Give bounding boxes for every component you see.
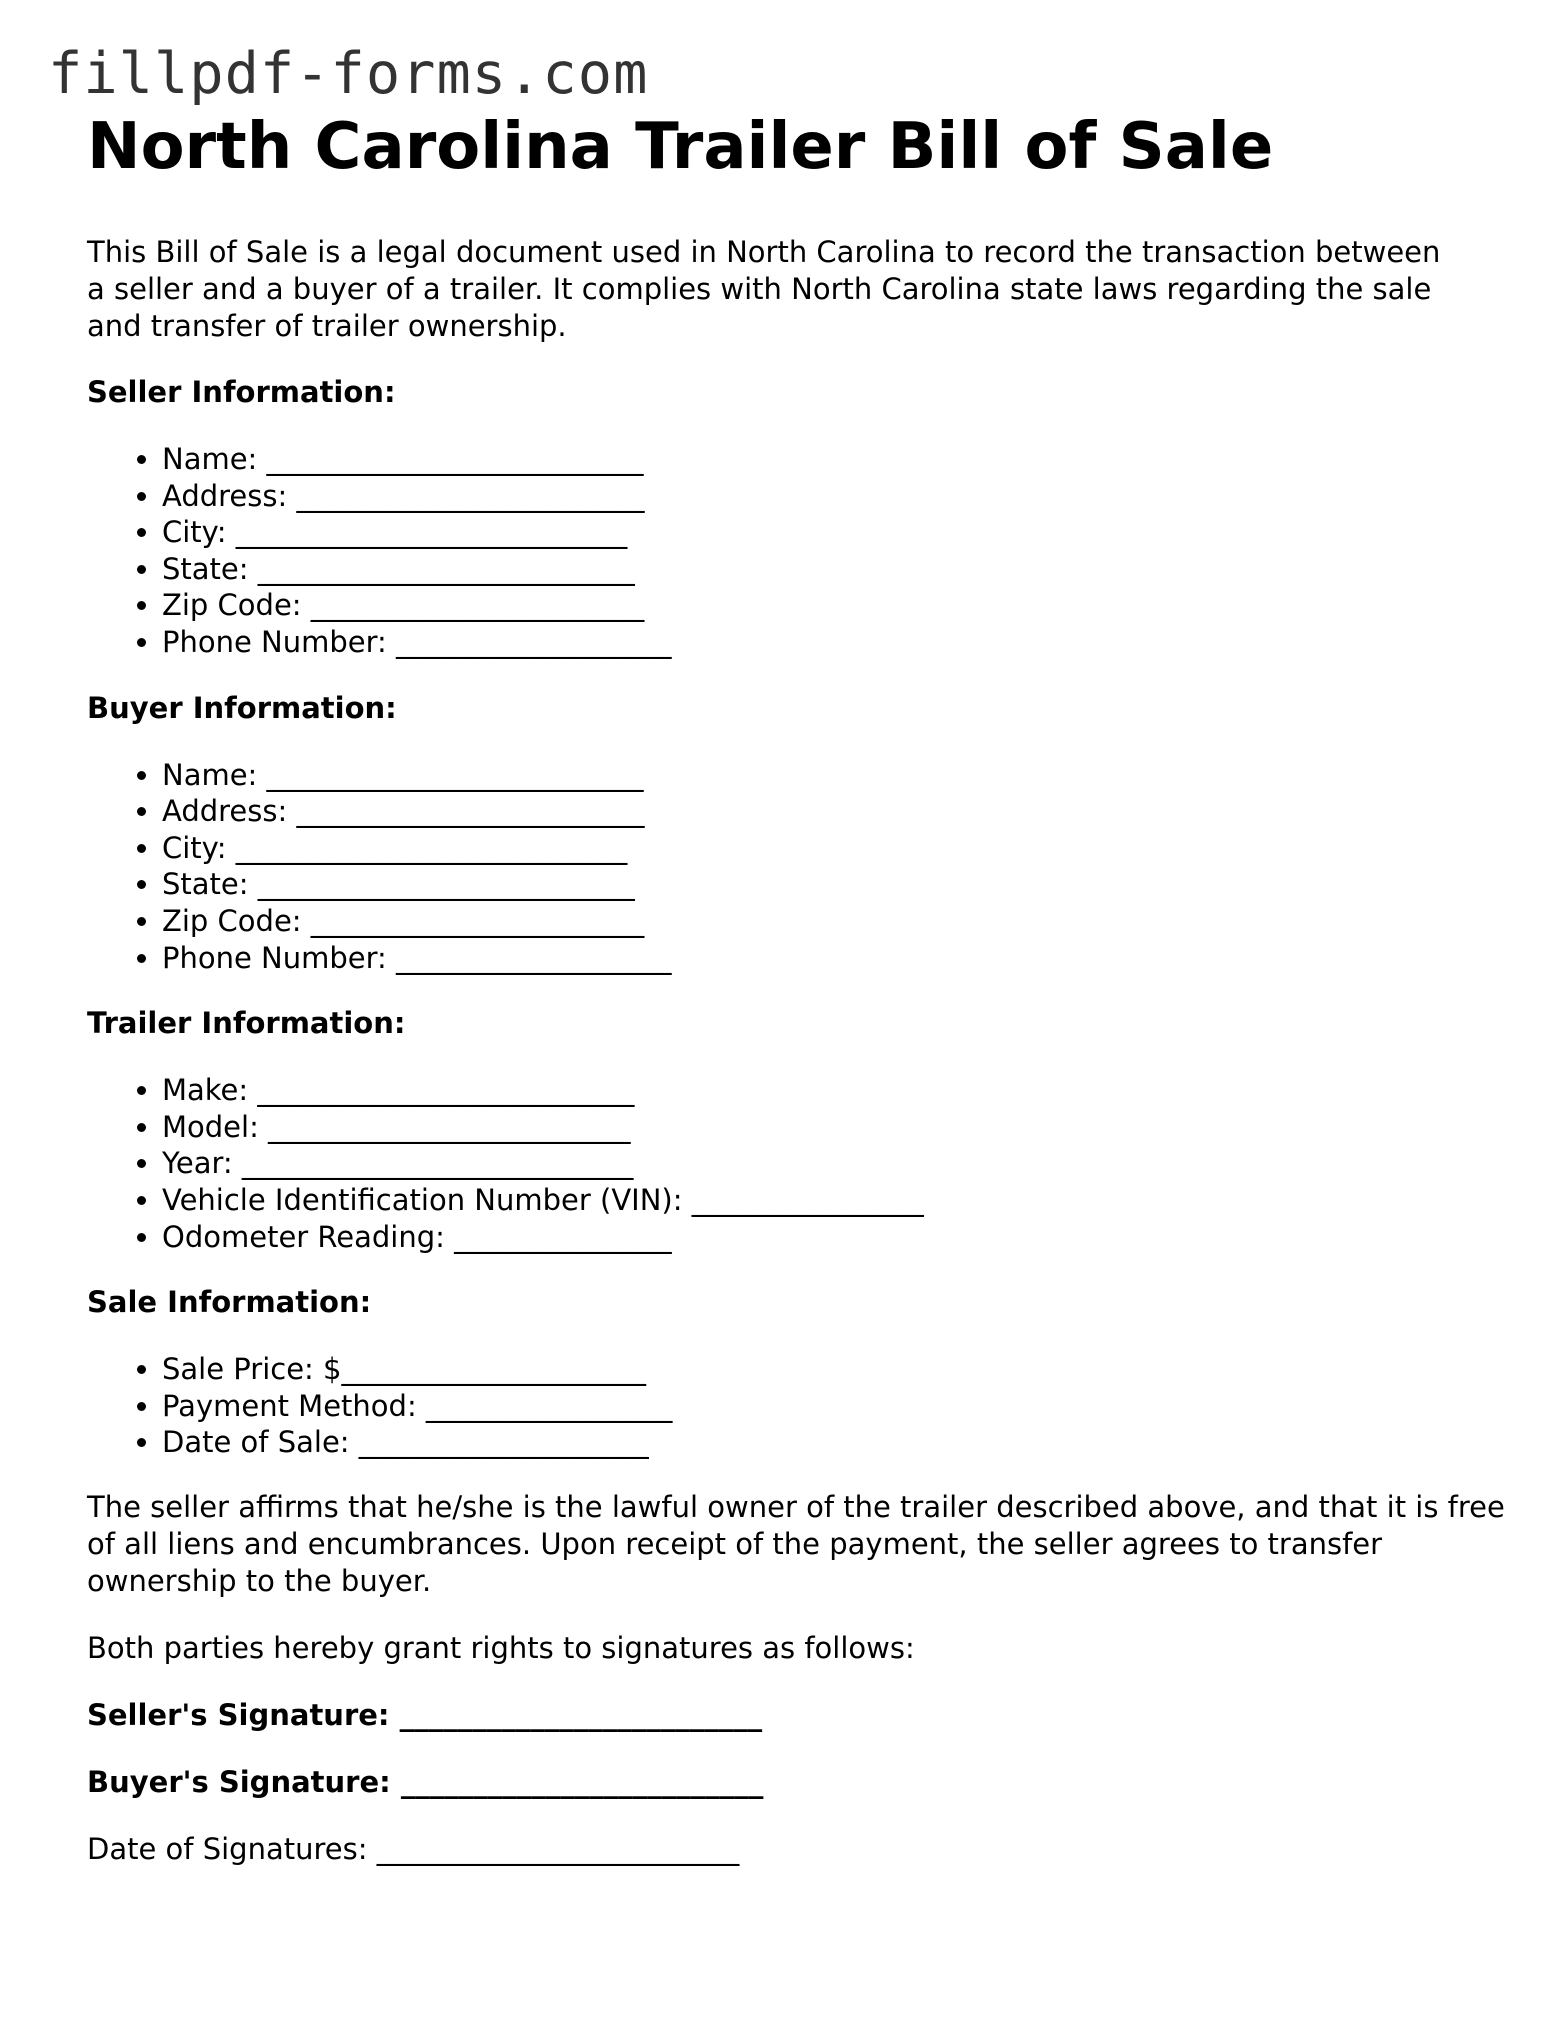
seller-name-field[interactable]: • Name: __________________________ (162, 441, 1487, 478)
document-page (87, 110, 1505, 1868)
payment-method-field[interactable]: • Payment Method: _________________ (162, 1388, 1487, 1425)
sale-heading: Sale Information: (87, 1285, 372, 1320)
buyer-city-field[interactable]: • City: ___________________________ (162, 830, 1487, 867)
buyer-state-field[interactable]: • State: __________________________ (162, 866, 1487, 903)
trailer-section (87, 1005, 1487, 1255)
watermark: fillpdf-forms.com (48, 41, 649, 107)
seller-signature-field[interactable]: Seller's Signature: _________________________ (87, 1697, 763, 1732)
seller-state-field[interactable]: • State: __________________________ (162, 551, 1487, 588)
trailer-model-field[interactable]: • Model: _________________________ (162, 1109, 1487, 1146)
signature-date-field[interactable]: Date of Signatures: _________________________ (87, 1831, 740, 1866)
date-of-sale-field[interactable]: • Date of Sale: ____________________ (162, 1424, 1487, 1461)
seller-zip-field[interactable]: • Zip Code: _______________________ (162, 587, 1487, 624)
buyer-name-field[interactable]: • Name: __________________________ (162, 757, 1487, 794)
seller-city-field[interactable]: • City: ___________________________ (162, 514, 1487, 551)
seller-field-list (87, 441, 1487, 661)
trailer-odometer-field[interactable]: • Odometer Reading: _______________ (162, 1219, 1487, 1256)
trailer-vin-field[interactable]: • Vehicle Identification Number (VIN): ________________ (162, 1182, 1487, 1219)
intro-paragraph: This Bill of Sale is a legal document used in North Carolina to record the transaction between a seller and a buyer of a trailer. It complies with North Carolina state laws regarding the sale and transfer of trailer ownership. (87, 235, 1441, 343)
document-title: North Carolina Trailer Bill of Sale (87, 110, 1274, 184)
seller-phone-field[interactable]: • Phone Number: ___________________ (162, 624, 1487, 661)
buyer-field-list (87, 757, 1487, 977)
buyer-phone-field[interactable]: • Phone Number: ___________________ (162, 940, 1487, 977)
trailer-year-field[interactable]: • Year: ___________________________ (162, 1145, 1487, 1182)
sale-price-field[interactable]: • Sale Price: $_____________________ (162, 1351, 1487, 1388)
trailer-field-list (87, 1072, 1487, 1255)
affirmation-paragraph: The seller affirms that he/she is the lawful owner of the trailer described above, and that it is free of all liens and encumbrances. Upon receipt of the payment, the seller agrees to transfer ownership to the buyer. (87, 1489, 1505, 1598)
sale-field-list (87, 1351, 1487, 1461)
buyer-address-field[interactable]: • Address: ________________________ (162, 793, 1487, 830)
seller-address-field[interactable]: • Address: ________________________ (162, 478, 1487, 515)
grant-paragraph: Both parties hereby grant rights to signatures as follows: (87, 1630, 915, 1665)
buyer-heading: Buyer Information: (87, 690, 397, 725)
seller-heading: Seller Information: (87, 375, 396, 409)
buyer-zip-field[interactable]: • Zip Code: _______________________ (162, 903, 1487, 940)
buyer-section (87, 690, 1487, 977)
buyer-signature-field[interactable]: Buyer's Signature: _________________________ (87, 1764, 764, 1799)
sale-section (87, 1284, 1487, 1461)
seller-section (87, 374, 1487, 661)
trailer-make-field[interactable]: • Make: __________________________ (162, 1072, 1487, 1109)
trailer-heading: Trailer Information: (87, 1006, 406, 1041)
